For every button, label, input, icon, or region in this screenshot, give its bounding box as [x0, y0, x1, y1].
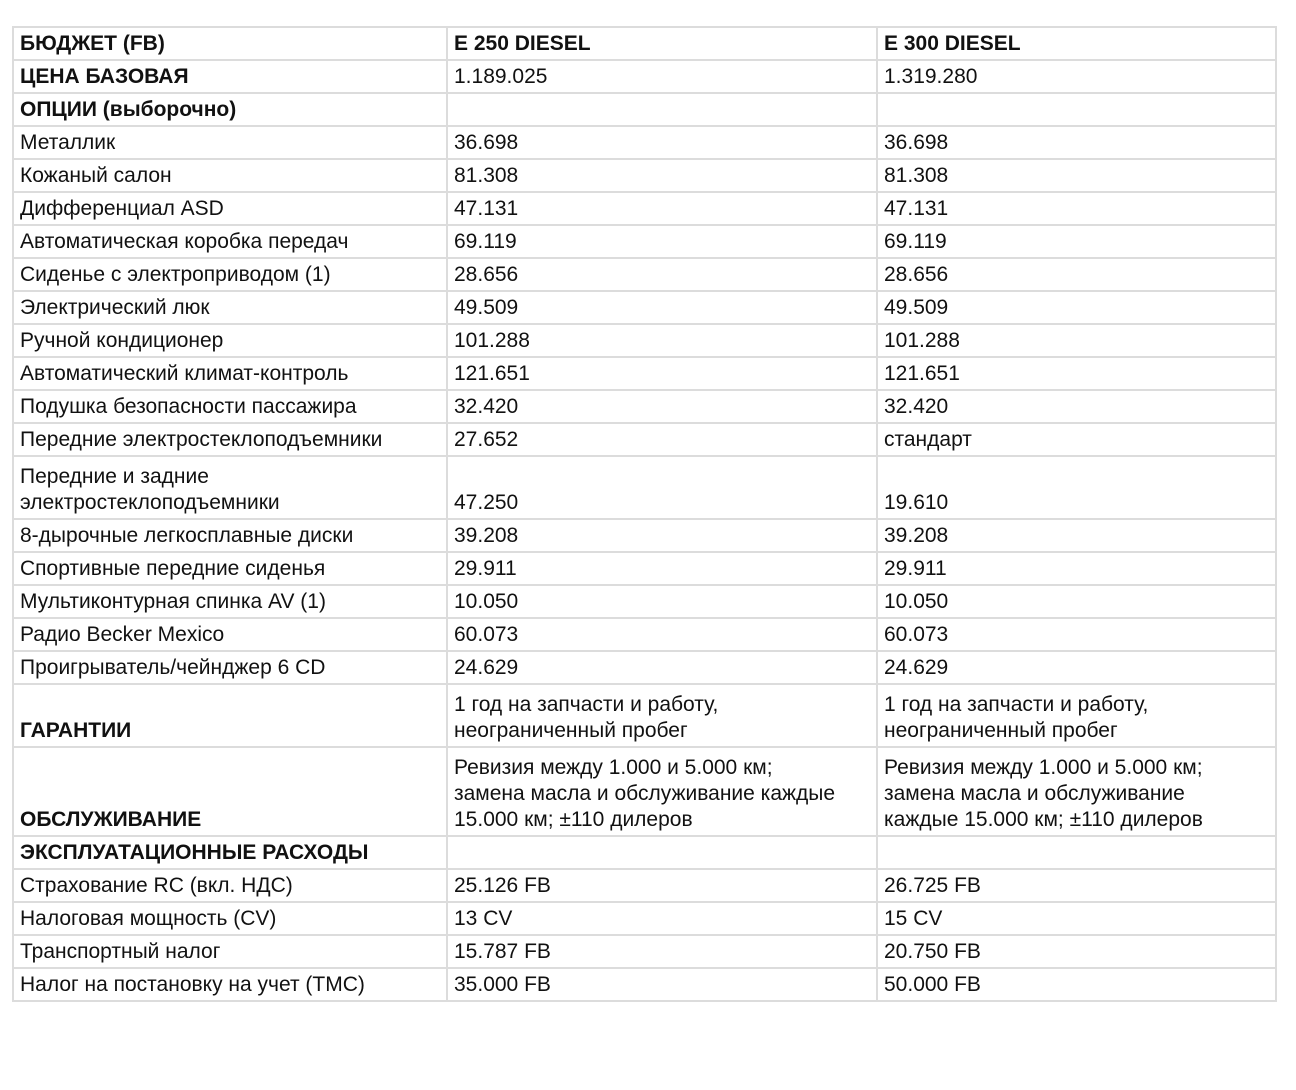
row-value-e300: 69.119	[877, 225, 1276, 258]
row-value-e300: 101.288	[877, 324, 1276, 357]
row-label: ОПЦИИ (выборочно)	[13, 93, 447, 126]
row-value-e250: 10.050	[447, 585, 877, 618]
table-row	[13, 159, 1276, 192]
table-row	[13, 684, 1276, 747]
row-label: 8-дырочные легкосплавные диски	[13, 519, 447, 552]
row-value-e300: 29.911	[877, 552, 1276, 585]
row-value-e300: 1.319.280	[877, 60, 1276, 93]
row-label: Радио Becker Mexico	[13, 618, 447, 651]
row-label: ГАРАНТИИ	[13, 684, 447, 747]
row-value-e300: 49.509	[877, 291, 1276, 324]
table-row	[13, 968, 1276, 1001]
row-label: Дифференциал ASD	[13, 192, 447, 225]
table-row	[13, 935, 1276, 968]
row-value-e300: 36.698	[877, 126, 1276, 159]
row-value-e250: 1.189.025	[447, 60, 877, 93]
row-value-e250: 47.131	[447, 192, 877, 225]
table-row	[13, 747, 1276, 836]
row-value-e300: Ревизия между 1.000 и 5.000 км; замена масла и обслуживание каждые 15.000 км; ±110 дилеров	[877, 747, 1276, 836]
row-label: Автоматический климат-контроль	[13, 357, 447, 390]
table-row	[13, 258, 1276, 291]
row-value-e250: 25.126 FB	[447, 869, 877, 902]
row-value-e250: 47.250	[447, 456, 877, 519]
table-row	[13, 390, 1276, 423]
row-value-e250	[447, 93, 877, 126]
row-value-e250: 81.308	[447, 159, 877, 192]
row-value-e300: 50.000 FB	[877, 968, 1276, 1001]
row-value-e250: 29.911	[447, 552, 877, 585]
row-value-e250: 32.420	[447, 390, 877, 423]
row-label: Передние электростеклоподъемники	[13, 423, 447, 456]
row-value-e250: 27.652	[447, 423, 877, 456]
table-row	[13, 869, 1276, 902]
table-row	[13, 456, 1276, 519]
table-row	[13, 519, 1276, 552]
row-value-e300: 1 год на запчасти и работу, неограниченный пробег	[877, 684, 1276, 747]
row-value-e250: 24.629	[447, 651, 877, 684]
table-row	[13, 585, 1276, 618]
table-row	[13, 192, 1276, 225]
header-label-cell: БЮДЖЕТ (FB)	[13, 27, 447, 60]
row-label: Автоматическая коробка передач	[13, 225, 447, 258]
header-row	[13, 27, 1276, 60]
row-value-e300: 47.131	[877, 192, 1276, 225]
table-row	[13, 423, 1276, 456]
row-value-e250	[447, 836, 877, 869]
row-label: Металлик	[13, 126, 447, 159]
row-value-e250: 69.119	[447, 225, 877, 258]
row-label: Подушка безопасности пассажира	[13, 390, 447, 423]
row-value-e250: 35.000 FB	[447, 968, 877, 1001]
row-value-e300: стандарт	[877, 423, 1276, 456]
table-row	[13, 618, 1276, 651]
row-value-e250: 121.651	[447, 357, 877, 390]
row-value-e250: 13 CV	[447, 902, 877, 935]
row-value-e300: 10.050	[877, 585, 1276, 618]
row-label: Ручной кондиционер	[13, 324, 447, 357]
row-value-e300: 20.750 FB	[877, 935, 1276, 968]
table-row	[13, 357, 1276, 390]
row-value-e300: 121.651	[877, 357, 1276, 390]
row-value-e300	[877, 836, 1276, 869]
row-label: Транспортный налог	[13, 935, 447, 968]
table-row	[13, 225, 1276, 258]
row-value-e300: 81.308	[877, 159, 1276, 192]
row-value-e250: 15.787 FB	[447, 935, 877, 968]
header-model1-cell: E 250 DIESEL	[447, 27, 877, 60]
table-row	[13, 902, 1276, 935]
row-value-e250: 49.509	[447, 291, 877, 324]
row-label: Передние и задние электростеклоподъемники	[13, 456, 447, 519]
row-value-e300: 26.725 FB	[877, 869, 1276, 902]
table-row	[13, 291, 1276, 324]
row-value-e250: 1 год на запчасти и работу, неограниченный пробег	[447, 684, 877, 747]
header-model2-cell: E 300 DIESEL	[877, 27, 1276, 60]
table-row	[13, 126, 1276, 159]
budget-table	[12, 26, 1277, 1002]
row-value-e300: 39.208	[877, 519, 1276, 552]
row-label: Спортивные передние сиденья	[13, 552, 447, 585]
row-label: ЭКСПЛУАТАЦИОННЫЕ РАСХОДЫ	[13, 836, 447, 869]
row-value-e250: 36.698	[447, 126, 877, 159]
row-label: Налог на постановку на учет (TMC)	[13, 968, 447, 1001]
row-value-e250: 39.208	[447, 519, 877, 552]
row-value-e300	[877, 93, 1276, 126]
row-value-e300: 15 CV	[877, 902, 1276, 935]
row-value-e300: 32.420	[877, 390, 1276, 423]
row-label: Проигрыватель/чейнджер 6 CD	[13, 651, 447, 684]
table-row	[13, 651, 1276, 684]
row-value-e300: 24.629	[877, 651, 1276, 684]
row-value-e300: 28.656	[877, 258, 1276, 291]
table-row	[13, 552, 1276, 585]
row-value-e300: 19.610	[877, 456, 1276, 519]
table-row	[13, 324, 1276, 357]
row-label: Сиденье с электроприводом (1)	[13, 258, 447, 291]
row-label: ЦЕНА БАЗОВАЯ	[13, 60, 447, 93]
table-row	[13, 836, 1276, 869]
table-row	[13, 93, 1276, 126]
row-value-e250: Ревизия между 1.000 и 5.000 км; замена масла и обслуживание каждые 15.000 км; ±110 дилеров	[447, 747, 877, 836]
table-row	[13, 60, 1276, 93]
row-label: ОБСЛУЖИВАНИЕ	[13, 747, 447, 836]
row-label: Мультиконтурная спинка AV (1)	[13, 585, 447, 618]
row-value-e250: 60.073	[447, 618, 877, 651]
row-value-e250: 101.288	[447, 324, 877, 357]
row-label: Страхование RC (вкл. НДС)	[13, 869, 447, 902]
row-label: Кожаный салон	[13, 159, 447, 192]
row-value-e250: 28.656	[447, 258, 877, 291]
row-label: Налоговая мощность (CV)	[13, 902, 447, 935]
row-label: Электрический люк	[13, 291, 447, 324]
row-value-e300: 60.073	[877, 618, 1276, 651]
